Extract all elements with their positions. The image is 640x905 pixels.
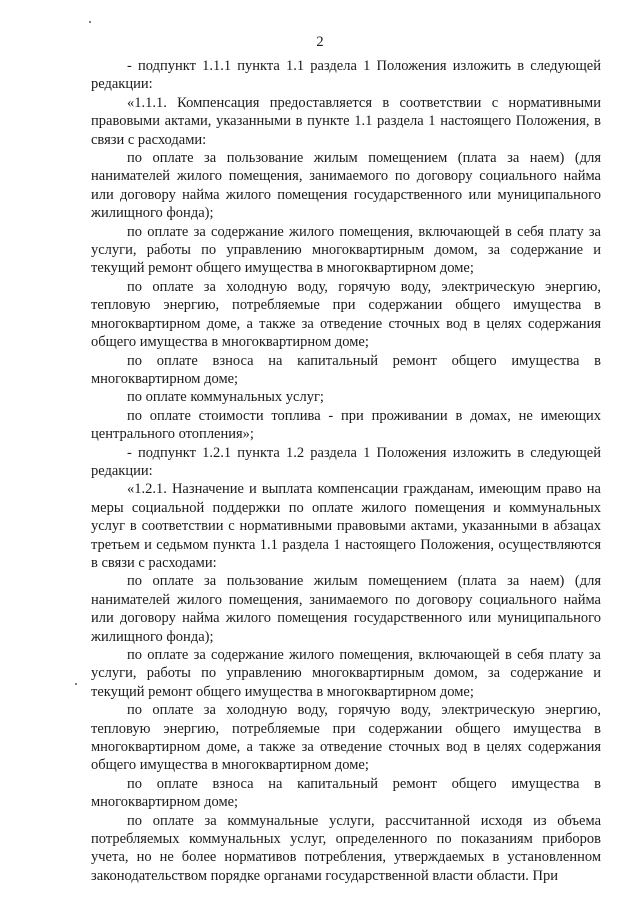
paragraph-rent-payment: по оплате за пользование жилым помещением (плата за наем) (для нанимателей жилого помещения, занимаемого по договору социального найма или договору найма жилого помещения государственного или муниципального жилищного фонда);	[91, 150, 601, 222]
scan-speck	[75, 683, 77, 685]
paragraph-utilities-common-property: по оплате за холодную воду, горячую воду, электрическую энергию, тепловую энергию, потребляемые при содержании общего имущества в многоквартирном доме, а также за отведение сточных вод в целях содержания общего имущества в многоквартирном доме;	[91, 702, 601, 774]
paragraph-capital-repair: по оплате взноса на капитальный ремонт общего имущества в многоквартирном доме;	[91, 352, 601, 387]
paragraph-clause-1-1-1: «1.1.1. Компенсация предоставляется в соответствии с нормативными правовыми актами, указанными в пункте 1.1 раздела 1 настоящего Положения, в связи с расходами:	[91, 94, 601, 148]
paragraph-subclause-1-2-1-intro: - подпункт 1.2.1 пункта 1.2 раздела 1 Положения изложить в следующей редакции:	[91, 444, 601, 479]
paragraph-communal-services: по оплате коммунальных услуг;	[127, 389, 324, 406]
scan-speck	[89, 21, 91, 23]
paragraph-capital-repair: по оплате взноса на капитальный ремонт общего имущества в многоквартирном доме;	[91, 775, 601, 811]
paragraph-fuel-cost: по оплате стоимости топлива - при проживании в домах, не имеющих центрального отопления»;	[91, 407, 601, 443]
paragraph-utilities-common-property: по оплате за холодную воду, горячую воду, электрическую энергию, тепловую энергию, потребляемые при содержании общего имущества в многоквартирном доме, а также за отведение сточных вод в целях содержания общего имущества в многоквартирном доме;	[91, 278, 601, 351]
page-number: 2	[316, 34, 324, 50]
paragraph-maintenance-payment: по оплате за содержание жилого помещения, включающей в себя плату за услуги, работы по управлению многоквартирным домом, за содержание и текущий ремонт общего имущества в многоквартирном доме;	[91, 223, 601, 277]
paragraph-rent-payment: по оплате за пользование жилым помещением (плата за наем) (для нанимателей жилого помещения, занимаемого по договору социального найма или договору найма жилого помещения государственного или муниципального жилищного фонда);	[91, 573, 601, 645]
document-body	[91, 57, 601, 885]
paragraph-subclause-1-1-1-intro: - подпункт 1.1.1 пункта 1.1 раздела 1 Положения изложить в следующей редакции:	[91, 58, 601, 93]
paragraph-clause-1-2-1: «1.2.1. Назначение и выплата компенсации гражданам, имеющим право на меры социальной поддержки по оплате жилого помещения и коммунальных услуг в соответствии с нормативными правовыми актами, указанными в абзацах третьем и седьмом пункта 1.1 раздела 1 настоящего Положения, осуществляются в связи с расходами:	[91, 481, 601, 571]
paragraph-metered-communal-services: по оплате за коммунальные услуги, рассчитанной исходя из объема потребляемых коммунальных услуг, определенного по показаниям приборов учета, но не более нормативов потребления, утверждаемых в установленном законодательством порядке органами государственной власти области. При	[91, 812, 601, 884]
paragraph-maintenance-payment: по оплате за содержание жилого помещения, включающей в себя плату за услуги, работы по управлению многоквартирным домом, за содержание и текущий ремонт общего имущества в многоквартирном доме;	[91, 647, 601, 700]
